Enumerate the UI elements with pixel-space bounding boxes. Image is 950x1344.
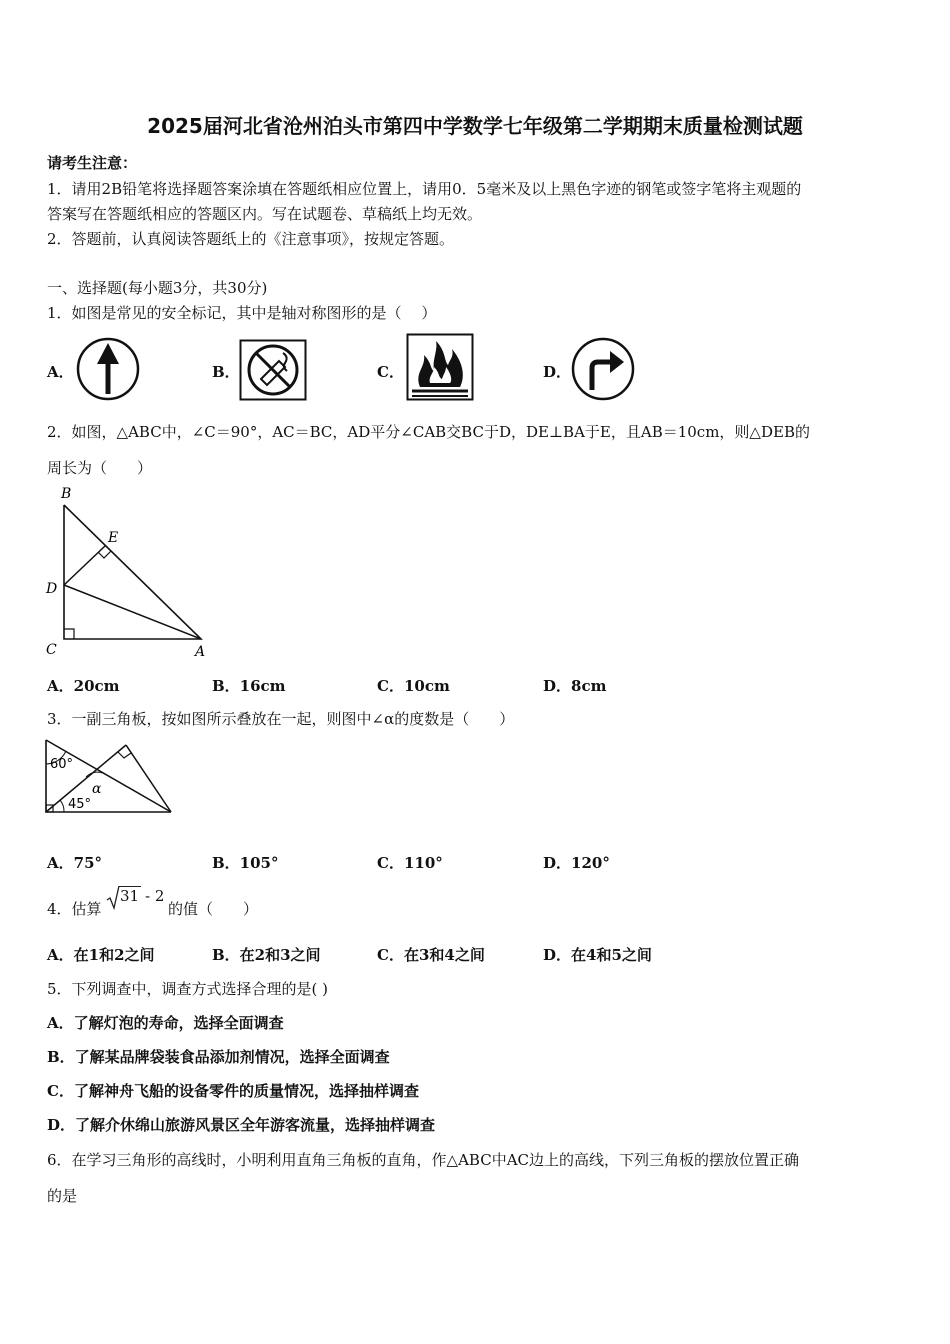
q1-option-a: A．	[47, 363, 74, 381]
no-smoking-sign-icon	[239, 339, 307, 401]
q4-minus-two: - 2	[145, 887, 165, 905]
q5-option-b: B．了解某品牌袋装食品添加剂情况，选择全面调查	[47, 1048, 390, 1066]
q3-option-b: B．105°	[212, 854, 279, 872]
q4-radicand: 31	[120, 887, 140, 905]
sqrt-sign-icon	[106, 884, 120, 910]
q2-stem: 2．如图，△ABC中，∠C＝90°，AC＝BC，AD平分∠CAB交BC于D，DE⊥BA于E，且AB＝10cm，则△DEB的	[47, 423, 810, 441]
q1-option-d: D．	[543, 363, 572, 381]
up-arrow-sign-icon	[75, 336, 141, 402]
q2-option-c: C．10cm	[377, 677, 450, 695]
q4-stem-post: 的值（ ）	[168, 900, 259, 918]
section-heading: 一、选择题(每小题3分，共30分)	[47, 279, 268, 297]
q3-stem: 3．一副三角板，按如图所示叠放在一起，则图中∠α的度数是（ ）	[47, 710, 515, 728]
label-d: D	[46, 581, 58, 597]
notice-line-2: 2．答题前，认真阅读答题纸上的《注意事项》，按规定答题。	[47, 230, 455, 248]
q3-set-squares-figure	[40, 734, 180, 819]
q5-option-c: C．了解神舟飞船的设备零件的质量情况，选择抽样调查	[47, 1082, 419, 1100]
q2-stem-cont: 周长为（ ）	[47, 459, 153, 477]
q3-option-c: C．110°	[377, 854, 443, 872]
q5-option-a: A．了解灯泡的寿命，选择全面调查	[47, 1014, 284, 1032]
q2-option-a: A．20cm	[47, 677, 120, 695]
q2-option-d: D．8cm	[543, 677, 607, 695]
label-e: E	[108, 530, 119, 546]
q4-option-c: C．在3和4之间	[377, 946, 485, 964]
q1-stem: 1．如图是常见的安全标记，其中是轴对称图形的是（ ）	[47, 304, 437, 322]
label-45: 45°	[68, 797, 92, 812]
notice-heading: 请考生注意：	[47, 154, 138, 172]
label-c: C	[46, 642, 57, 658]
q2-option-b: B．16cm	[212, 677, 286, 695]
q4-stem-pre: 4．估算	[47, 900, 102, 918]
page-title: 2025届河北省沧州泊头市第四中学数学七年级第二学期期末质量检测试题	[147, 114, 803, 138]
flammable-fire-sign-icon	[406, 333, 474, 401]
notice-line-1b: 答案写在答题纸相应的答题区内。写在试题卷、草稿纸上均无效。	[47, 205, 483, 223]
q1-option-c: C．	[377, 363, 404, 381]
turn-right-sign-icon	[570, 336, 636, 402]
q1-option-b: B．	[212, 363, 240, 381]
q3-option-a: A．75°	[47, 854, 103, 872]
q5-option-d: D．了解介休绵山旅游风景区全年游客流量，选择抽样调查	[47, 1116, 436, 1134]
q6-stem: 6．在学习三角形的高线时，小明利用直角三角板的直角，作△ABC中AC边上的高线，下列三角板的摆放位置正确	[47, 1151, 800, 1169]
q5-stem: 5．下列调查中，调查方式选择合理的是( )	[47, 980, 329, 998]
q2-triangle-figure	[40, 480, 220, 665]
q4-option-d: D．在4和5之间	[543, 946, 652, 964]
q4-option-b: B．在2和3之间	[212, 946, 321, 964]
label-a: A	[195, 644, 206, 660]
q4-option-a: A．在1和2之间	[47, 946, 155, 964]
q6-stem-cont: 的是	[47, 1187, 78, 1205]
label-60: 60°	[50, 757, 74, 772]
q3-option-d: D．120°	[543, 854, 610, 872]
label-alpha: α	[92, 781, 102, 797]
label-b: B	[61, 486, 72, 502]
notice-line-1: 1．请用2B铅笔将选择题答案涂填在答题纸相应位置上，请用0．5毫米及以上黑色字迹的钢笔或签字笔将主观题的	[47, 180, 802, 198]
